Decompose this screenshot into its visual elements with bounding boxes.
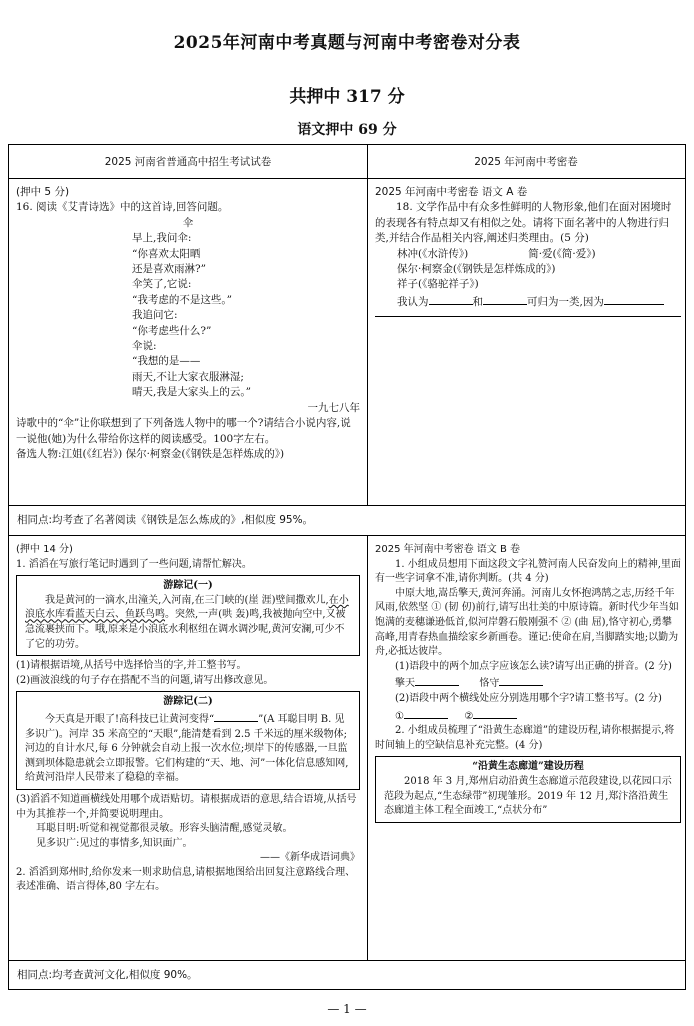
right-column-header: 2025 年河南中考密卷 bbox=[474, 156, 578, 168]
poem-line: “我想的是—— bbox=[132, 355, 201, 368]
travel-note-box-2: 游踪记(二) 今天真是开眼了!高科技已让黄河变得“ ”(A 耳聪目明 B. 见多识广)。河岸 35 米高空的“天眼”,能清楚看到 2.5 千米远的厘米级物体;河边的自计水尺,每 6 分钟就会自动上报一次水位;坝岸下的传感器,一旦监测到坝体隐患就会立即报警。它们构建的“天、地、河”一体化信息感知网,给黄河沿岸人民带来了稳稳的幸福。 bbox=[16, 691, 360, 790]
poem-title: 伞 bbox=[182, 216, 194, 229]
poem-line: 早上,我问伞: bbox=[132, 232, 192, 245]
poem-line: 伞说: bbox=[132, 340, 157, 353]
character-blank-2[interactable] bbox=[473, 707, 517, 719]
block1-left-tag: (押中 5 分) bbox=[16, 186, 70, 198]
column-divider bbox=[367, 145, 368, 505]
block1-left-ask: 诗歌中的“伞”让你联想到了下列备选人物中的哪一个?请结合小说内容,说一说他(她)为什么带给你这样的阅读感受。100字左右。 bbox=[16, 417, 351, 445]
pinyin-question: (1)语段中的两个加点字应该怎么读?请写出正确的拼音。(2 分) bbox=[395, 660, 672, 672]
block2-right-q2: 2. 小组成员梳理了“沿黄生态廊道”的建设历程,请你根据提示,将时间轴上的空缺信息补充完整。(4 分) bbox=[375, 725, 675, 751]
sub-question-1: (1)请根据语境,从括号中选择恰当的字,并工整书写。 bbox=[16, 660, 247, 672]
column-divider bbox=[367, 536, 368, 960]
block2-right-q1: 1. 小组成员想用下面这段文字礼赞河南人民奋发向上的精神,里面有一些字词拿不准,请你判断。(共 4 分) bbox=[375, 558, 681, 585]
character-jane-eyre: 简·爱(《简·爱》) bbox=[528, 247, 596, 260]
block1-similarity: 相同点:均考查了名著阅读《钢铁是怎么炼成的》,相似度 95%。 bbox=[17, 514, 314, 526]
block2-right bbox=[375, 543, 681, 826]
choice-note-2: (哄 轰) bbox=[218, 609, 250, 621]
character-lin-chong: 林冲(《水浒传》) bbox=[397, 247, 469, 260]
block2-left-tag: (押中 14 分) bbox=[16, 544, 73, 555]
sub-question-2: (2)画波浪线的句子存在搭配不当的问题,请写出修改意见。 bbox=[16, 674, 274, 686]
block2-left-q2: 2. 滔滔到郑州时,给你发来一则求助信息,请根据地图给出回复注意路线合理、表述准确、语言得体,80 字左右。 bbox=[16, 866, 356, 893]
answer-blank-2[interactable] bbox=[483, 293, 527, 305]
block2-left bbox=[16, 543, 360, 895]
idiom-blank[interactable] bbox=[214, 710, 258, 722]
block1-left bbox=[16, 185, 360, 462]
dictionary-source: ——《新华成语词典》 bbox=[260, 852, 360, 864]
block1-left-question: 16. 阅读《艾青诗选》中的这首诗,回答问题。 bbox=[16, 201, 229, 214]
left-column-header: 2025 河南省普通高中招生考试试卷 bbox=[104, 156, 272, 168]
idiom-definition-1: 耳聪目明:听觉和视觉都很灵敏。形容头脑清醒,感觉灵敏。 bbox=[36, 823, 293, 835]
poem-line: 还是喜欢雨淋?” bbox=[132, 263, 206, 276]
pinyin-answers: 擎天 恪守 bbox=[375, 674, 681, 692]
answer-blank-3[interactable] bbox=[604, 293, 664, 305]
character-xiangzi: 祥子(《骆驼祥子》) bbox=[397, 278, 479, 291]
poem-date: 一九七八年 bbox=[307, 401, 360, 414]
poem-line: 伞笑了,它说: bbox=[132, 278, 192, 291]
block2-similarity: 相同点:均考查黄河文化,相似度 90%。 bbox=[17, 969, 198, 981]
sub-question-3: (3)滔滔不知道画横线处用哪个成语贴切。请根据成语的意思,结合语境,从括号中为其推荐一个,并简要说明理由。 bbox=[16, 793, 357, 820]
poem-line: 雨天,不让大家衣服淋湿; bbox=[132, 370, 244, 383]
poem-body bbox=[16, 231, 360, 400]
page-title: 2025年河南中考真题与河南中考密卷对分表 bbox=[173, 33, 521, 53]
comparison-table bbox=[8, 144, 686, 990]
poem-line: “你考虑些什么?” bbox=[132, 324, 212, 337]
poem-line: 我追问它: bbox=[132, 309, 178, 322]
idiom-definition-2: 见多识广:见过的事情多,知识面广。 bbox=[36, 837, 193, 849]
total-score-heading: 共押中 317 分 bbox=[289, 87, 405, 107]
block1-left-options: 备选人物:江姐(《红岩》) 保尔·柯察金(《钢铁是怎样炼成的》) bbox=[16, 447, 285, 460]
character-blank-1[interactable] bbox=[404, 707, 448, 719]
block2-right-tag: 2025 年河南中考密卷 语文 B 卷 bbox=[375, 544, 521, 555]
section-heading: 语文押中 69 分 bbox=[297, 122, 397, 138]
corridor-history-box: “沿黄生态廊道”建设历程 2018 年 3 月,郑州启动沿黄生态廊道示范段建设,以花园口示范段为起点,“生态绿带”初现雏形。2019 年 12 月,郑汴洛沿黄生态廊道主体工程全面竣工,“点状分布” bbox=[375, 756, 681, 822]
choice-note-1: (崖 涯) bbox=[244, 594, 276, 606]
page-number: — 1 — bbox=[327, 1002, 367, 1016]
block1-right bbox=[375, 185, 681, 321]
block2-left-q1: 1. 滔滔在写旅行笔记时遇到了一些问题,请帮忙解决。 bbox=[16, 558, 252, 570]
character-list bbox=[375, 247, 681, 311]
pinyin-blank-1[interactable] bbox=[415, 674, 459, 686]
character-pavel: 保尔·柯察金(《钢铁是怎样炼成的》) bbox=[397, 263, 556, 276]
answer-line: 我认为 和 可归为一类,因为 bbox=[397, 293, 681, 310]
answer-rule bbox=[375, 310, 681, 317]
table-header-row bbox=[9, 145, 685, 179]
character-question: (2)语段中两个横线处应分别选用哪个字?请工整书写。(2 分) bbox=[395, 692, 662, 704]
poem-line: 晴天,我是大家头上的云。” bbox=[132, 386, 251, 399]
poem-line: “我考虑的不是这些。” bbox=[132, 293, 232, 306]
pinyin-blank-2[interactable] bbox=[499, 674, 543, 686]
praise-paragraph: 中原大地,嵩岳擎天,黄河奔涌。河南儿女怀抱鸿鹄之志,历经千年风雨,依然坚 ① (韧 仞)前行,请写出壮美的中原诗篇。新时代少年当如饱满的麦穗谦逊低首,似河岸磐石般刚强不 ② (曲 屈),恪守初心,勇攀高峰,用青春热血描绘家乡新画卷。谨记:使命在肩,当脚踏实地;以勤为舟,必抵达彼岸。 bbox=[375, 587, 679, 658]
answer-blank-1[interactable] bbox=[429, 293, 473, 305]
block1-right-tag: 2025 年河南中考密卷 语文 A 卷 bbox=[375, 186, 528, 198]
travel-note-box-1: 游踪记(一) 我是黄河的一滴水,出潼关,入河南,在三门峡的(崖 涯)壁间撒欢儿,在小浪底水库看蓝天白云、鱼跃鸟鸣。突然,一声(哄 轰)鸣,我被抛向空中,又被急流裹挟而下。哦,原来是小浪底水利枢纽在调水调沙呢,黄河安澜,可少不了它的功劳。 bbox=[16, 575, 360, 656]
poem-line: “你喜欢太阳晒 bbox=[132, 247, 201, 260]
block1-right-question: 18. 文学作品中有众多性鲜明的人物形象,他们在面对困境时的表现各有特点却又有相似之处。请将下面名著中的人物进行归类,并结合作品相关内容,阐述归类理由。(5 分) bbox=[375, 201, 672, 245]
wavy-sentence: 在小浪底水库看蓝天白云、鱼跃鸟鸣 bbox=[25, 594, 349, 621]
character-answers: ① ② bbox=[375, 707, 681, 725]
